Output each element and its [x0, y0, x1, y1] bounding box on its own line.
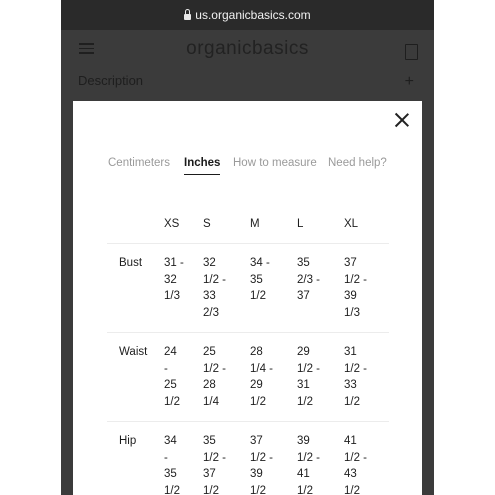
close-icon[interactable]: [395, 113, 409, 127]
brand-logo[interactable]: organicbasics: [186, 38, 309, 59]
header-size-s: S: [203, 218, 250, 244]
table-cell: 37 1/2 - 39 1/2: [250, 435, 274, 495]
table-cell: 32 1/2 - 33 2/3: [203, 244, 250, 333]
table-header-row: [107, 218, 389, 244]
header-empty: [107, 218, 164, 244]
table-cell: 34 - 35 1/2: [250, 244, 297, 333]
description-label: Description: [78, 73, 144, 88]
row-label-waist: Waist: [107, 333, 164, 422]
row-label-bust: Bust: [107, 244, 164, 333]
table-row: [107, 333, 389, 422]
site-header: [61, 30, 434, 70]
size-guide-tabs: [108, 157, 388, 179]
tab-how-to-measure[interactable]: How to measure: [233, 157, 317, 169]
url-text: us.organicbasics.com: [195, 8, 311, 22]
table-row: [107, 244, 389, 333]
table-cell: 41 1/2 - 43 1/2: [344, 435, 368, 495]
table-cell: 31 - 32 1/3: [164, 244, 203, 333]
phone-screen: [61, 0, 434, 495]
browser-url-bar[interactable]: [61, 0, 434, 30]
header-size-l: L: [297, 218, 344, 244]
row-label-hip: Hip: [119, 435, 137, 447]
tab-centimeters[interactable]: Centimeters: [108, 157, 170, 169]
tab-need-help[interactable]: Need help?: [328, 157, 387, 169]
cart-bag-icon[interactable]: [405, 44, 418, 60]
header-size-xl: XL: [344, 218, 389, 244]
tab-inches[interactable]: Inches: [184, 157, 221, 169]
table-cell: 35 2/3 - 37: [297, 244, 344, 333]
table-cell: 35 1/2 - 37 1/2: [203, 435, 227, 495]
table-cell: 31 1/2 - 33 1/2: [344, 333, 389, 422]
size-table: [107, 218, 389, 495]
description-accordion[interactable]: [61, 70, 434, 94]
header-size-m: M: [250, 218, 297, 244]
table-cell: 39 1/2 - 41 1/2: [297, 435, 321, 495]
table-cell: 34 - 35 1/2: [164, 435, 180, 495]
table-cell: 28 1/4 - 29 1/2: [250, 333, 297, 422]
table-cell: 25 1/2 - 28 1/4: [203, 333, 250, 422]
size-guide-modal: [73, 101, 422, 495]
lock-icon: [184, 14, 191, 20]
header-size-xs: XS: [164, 218, 203, 244]
table-cell: 24 - 25 1/2: [164, 333, 203, 422]
table-cell: 37 1/2 - 39 1/3: [344, 244, 389, 333]
table-cell: 29 1/2 - 31 1/2: [297, 333, 344, 422]
expand-plus-icon[interactable]: +: [404, 73, 414, 90]
table-row: [107, 422, 389, 495]
